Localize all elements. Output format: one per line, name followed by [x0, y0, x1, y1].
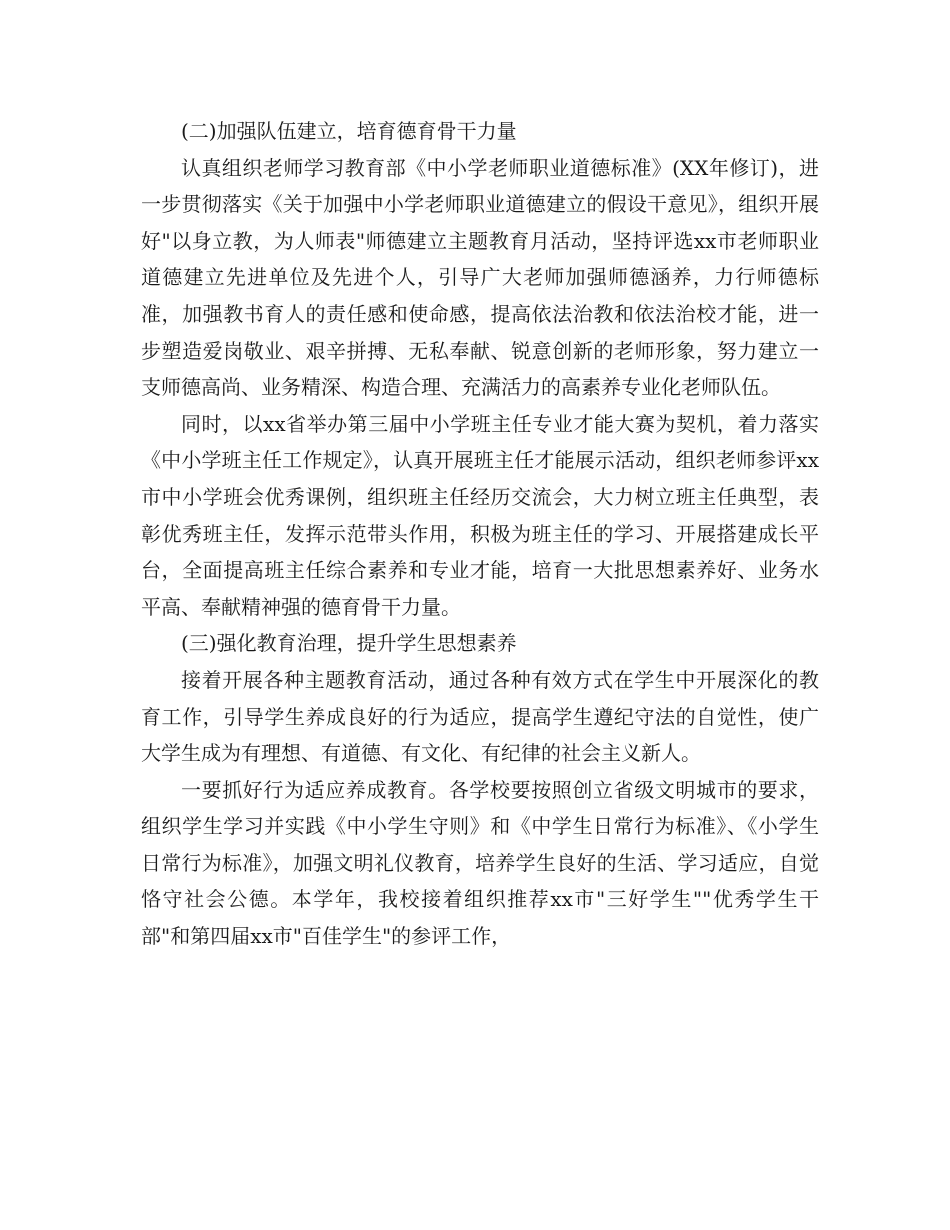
section-heading-3: (三)强化教育治理，提升学生思想素养 — [181, 631, 517, 656]
paragraph-behavior-habits: 一要抓好行为适应养成教育。各学校要按照创立省级文明城市的要求，组织学生学习并实践《中小学生守则》和《中学生日常行为标准》、《小学生日常行为标准》，加强文明礼仪教育，培养学生良好的生活、学习适应，自觉恪守社会公德。本学年，我校接着组织推荐xx市"三好学生""优秀学生干部"和第四届xx市"百佳学生"的参评工作， — [141, 777, 819, 949]
paragraph-teacher-ethics: 认真组织老师学习教育部《中小学老师职业道德标准》(XX年修订)，进一步贯彻落实《关于加强中小学老师职业道德建立的假设干意见》，组织开展好"以身立教，为人师表"师德建立主题教育月活动，坚持评选xx市老师职业道德建立先进单位及先进个人，引导广大老师加强师德涵养，力行师德标准，加强教书育人的责任感和使命感，提高依法治教和依法治校才能，进一步塑造爱岗敬业、艰辛拼搏、无私奉献、锐意创新的老师形象，努力建立一支师德高尚、业务精深、构造合理、充满活力的高素养专业化老师队伍。 — [141, 155, 819, 400]
document-body — [141, 113, 819, 955]
paragraph-class-teacher: 同时，以xx省举办第三届中小学班主任专业才能大赛为契机，着力落实《中小学班主任工作规定》，认真开展班主任才能展示活动，组织老师参评xx市中小学班会优秀课例，组织班主任经历交流会，大力树立班主任典型，表彰优秀班主任，发挥示范带头作用，积极为班主任的学习、开展搭建成长平台，全面提高班主任综合素养和专业才能，培育一大批思想素养好、业务水平高、奉献精神强的德育骨干力量。 — [141, 411, 819, 619]
section-heading-2: (二)加强队伍建立，培育德育骨干力量 — [181, 119, 517, 143]
paragraph-theme-education: 接着开展各种主题教育活动，通过各种有效方式在学生中开展深化的教育工作，引导学生养成良好的行为适应，提高学生遵纪守法的自觉性，使广大学生成为有理想、有道德、有文化、有纪律的社会主义新人。 — [141, 667, 819, 766]
